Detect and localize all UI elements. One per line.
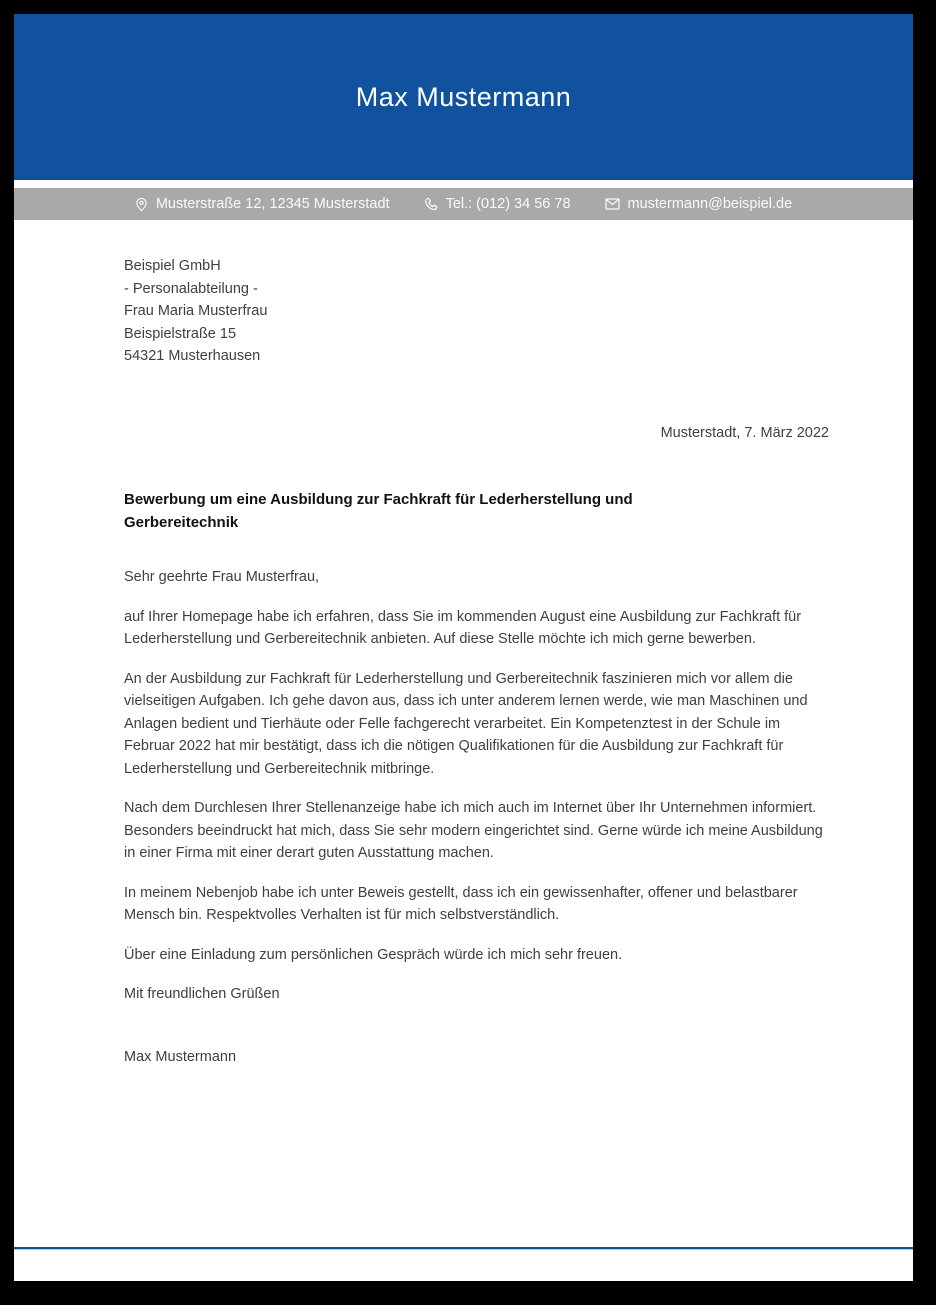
recipient-line: Frau Maria Musterfrau <box>124 303 268 319</box>
signature-name: Max Mustermann <box>124 1048 237 1065</box>
body-paragraph: Über eine Einladung zum persönlichen Gespräch würde ich mich sehr freuen. <box>124 946 623 963</box>
closing-phrase: Mit freundlichen Grüßen <box>124 986 280 1002</box>
envelope-icon <box>605 198 620 210</box>
letter-header <box>14 14 913 180</box>
contact-email <box>605 196 793 212</box>
body-paragraph: Nach dem Durchlesen Ihrer Stellenanzeige habe ich mich auch im Internet über Ihr Unternehmen informiert. Besonders beeindruckt hat mich, dass Sie sehr modern eingerichtet sind. Gerne würde ich meine Ausbildung in einer Firma mit einer derart guten Ausstattung machen. <box>124 800 823 861</box>
body-paragraph: auf Ihrer Homepage habe ich erfahren, dass Sie im kommenden August eine Ausbildung zur Fachkraft für Lederherstellung und Gerbereitechnik anbieten. Auf diese Stelle möchte ich mich gerne bewerben. <box>124 608 802 647</box>
salutation: Sehr geehrte Frau Musterfrau, <box>124 569 320 585</box>
letter-page <box>14 14 913 1281</box>
recipient-line: - Personalabteilung - <box>124 280 258 297</box>
contact-bar <box>14 188 913 220</box>
phone-icon <box>424 197 438 211</box>
recipient-line: 54321 Musterhausen <box>124 348 261 364</box>
recipient-address <box>124 255 829 368</box>
location-pin-icon <box>135 197 148 212</box>
contact-email-text: mustermann@beispiel.de <box>627 196 793 212</box>
recipient-line: Beispielstraße 15 <box>124 325 237 342</box>
letter-body <box>14 255 913 1068</box>
body-paragraph: An der Ausbildung zur Fachkraft für Lederherstellung und Gerbereitechnik faszinieren mich vor allem die vielseitigen Aufgaben. Ich gehe davon aus, dass ich unter anderem lernen werde, wie man Maschinen und Anlagen bedient und Tierhäute oder Felle fachgerecht verarbeitet. Ein Kompetenztest in der Schule im Februar 2022 hat mir bestätigt, dass ich die nötigen Qualifikationen für die Ausbildung zur Fachkraft für Lederherstellung und Gerbereitechnik mitbringe. <box>124 670 808 777</box>
contact-phone <box>424 196 571 212</box>
recipient-line: Beispiel GmbH <box>124 258 221 274</box>
footer-accent-line <box>14 1247 913 1250</box>
contact-address-text: Musterstraße 12, 12345 Musterstadt <box>155 196 390 212</box>
sender-name: Max Mustermann <box>355 81 572 112</box>
body-paragraph: In meinem Nebenjob habe ich unter Beweis gestellt, dass ich ein gewissenhafter, offener und belastbarer Mensch bin. Respektvolles Verhalten ist für mich selbstverständlich. <box>124 884 798 923</box>
contact-address <box>135 196 390 212</box>
subject-line: Bewerbung um eine Ausbildung zur Fachkraft für Lederherstellung und Gerbereitechnik <box>124 491 633 531</box>
contact-phone-text: Tel.: (012) 34 56 78 <box>445 196 571 212</box>
date-line: Musterstadt, 7. März 2022 <box>660 424 829 441</box>
